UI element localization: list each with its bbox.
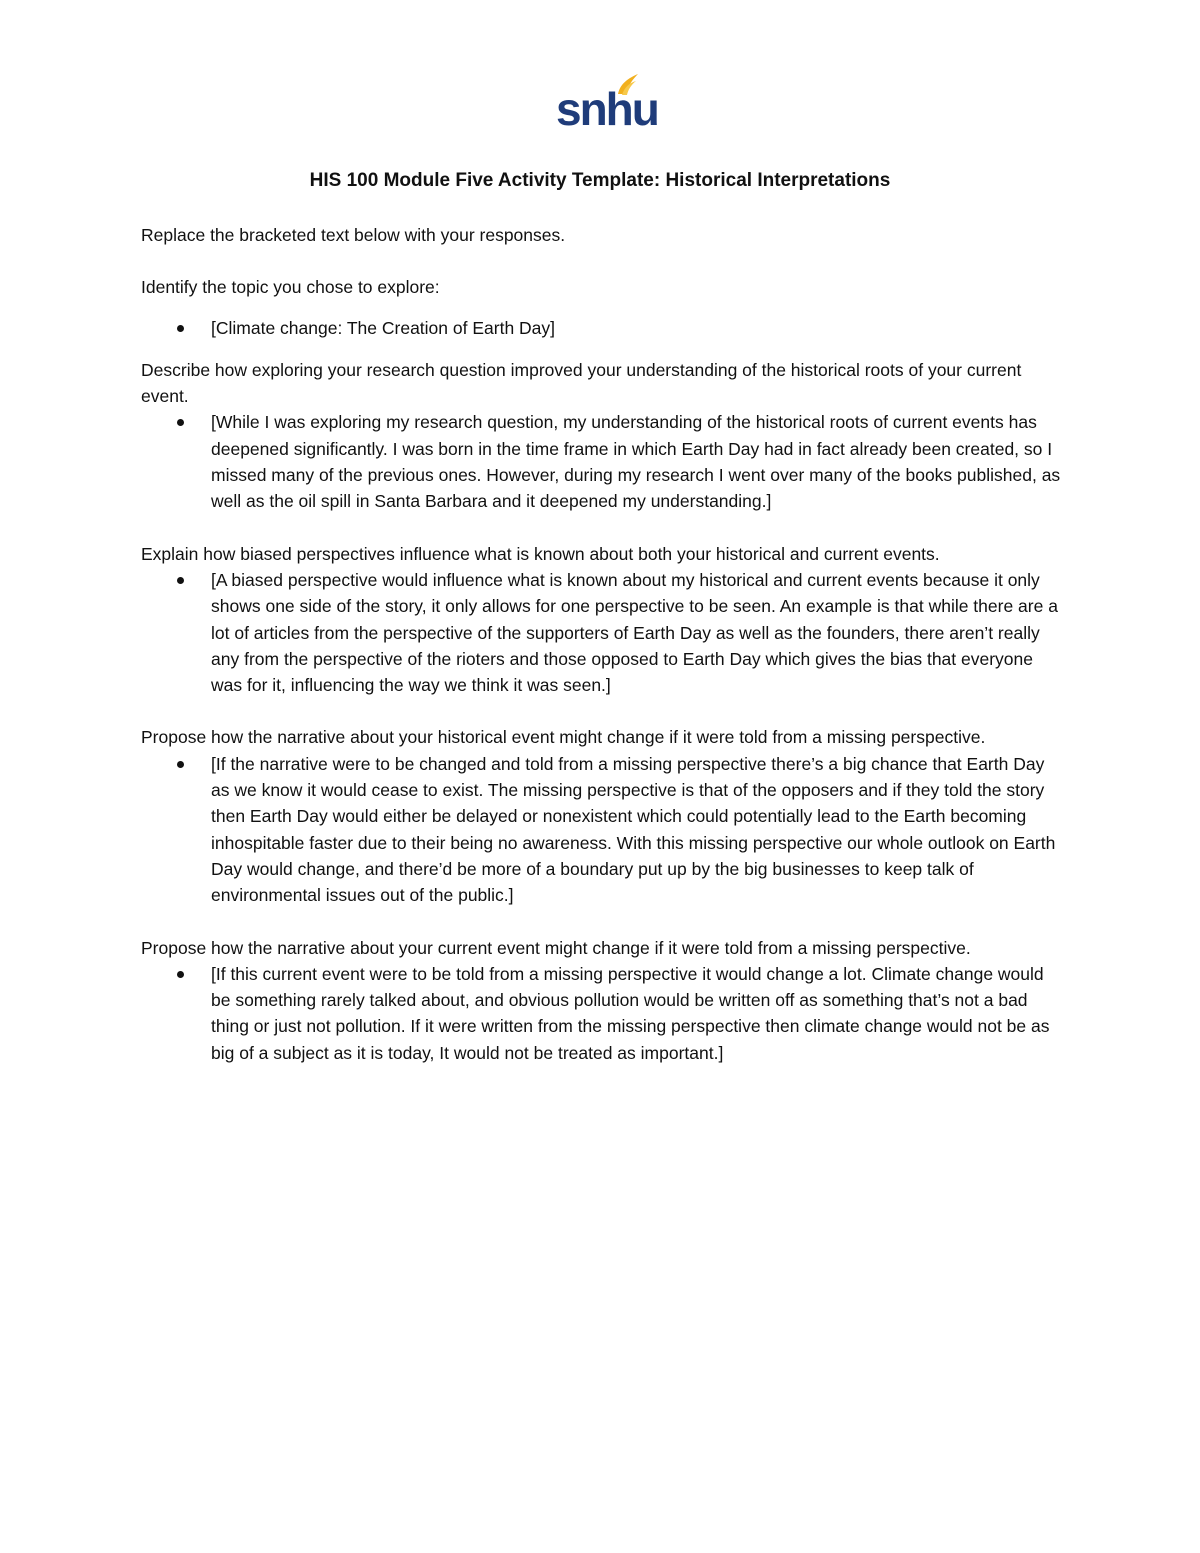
response-text: [While I was exploring my research question, my understanding of the historical roots of current events has deepened significantly. I was born in the time frame in which Earth Day had in fact already been created, so I missed many of the previous ones. However, during my research I went over many of the books published, as well as the oil spill in Santa Barbara and it deepened my understanding.] [211, 412, 1066, 512]
section-prompt: Propose how the narrative about your historical event might change if it were told from a missing perspective. [141, 727, 986, 748]
section-response [141, 567, 1066, 698]
bullet-icon [177, 577, 184, 584]
bullet-icon [177, 419, 184, 426]
bullet-icon [177, 761, 184, 768]
section-response [141, 961, 1066, 1066]
section-prompt: Propose how the narrative about your current event might change if it were told from a missing perspective. [141, 937, 971, 958]
section-prompt: Identify the topic you chose to explore: [141, 277, 440, 298]
document-body [141, 222, 1066, 1066]
snhu-logo [556, 72, 658, 135]
section-prompt: Explain how biased perspectives influence what is known about both your historical and current events. [141, 543, 940, 564]
section-response [141, 409, 1066, 514]
response-text: [A biased perspective would influence what is known about my historical and current events because it only shows one side of the story, it only allows for one perspective to be seen. An example is that while there are a lot of articles from the perspective of the supporters of Earth Day as well as the founders, there aren’t really any from the perspective of the rioters and those opposed to Earth Day which gives the bias that everyone was for it, influencing the way we think it was seen.] [211, 569, 1063, 696]
bullet-icon [177, 325, 184, 332]
section-response [141, 751, 1066, 909]
section-prompt: Describe how exploring your research question improved your understanding of the historical roots of your current event. [141, 359, 1027, 407]
section-response [141, 315, 1066, 341]
response-text: [Climate change: The Creation of Earth Day] [211, 317, 556, 338]
bullet-icon [177, 971, 184, 978]
intro-text: Replace the bracketed text below with your responses. [141, 225, 566, 245]
logo-text: snhu [556, 83, 658, 135]
document-title: HIS 100 Module Five Activity Template: Historical Interpretations [309, 170, 891, 191]
response-text: [If this current event were to be told from a missing perspective it would change a lot. Climate change would be something rarely talked about, and obvious pollution would be written off as something that’s not a bad thing or just not pollution. If it were written from the missing perspective then climate change would not be as big of a subject as it is today, It would not be treated as important.] [211, 963, 1055, 1063]
response-text: [If the narrative were to be changed and told from a missing perspective there’s a big chance that Earth Day as we know it would cease to exist. The missing perspective is that of the opposers and if they told the story then Earth Day would either be delayed or nonexistent which could potentially lead to the Earth becoming inhospitable faster due to their being no awareness. With this missing perspective our whole outlook on Earth Day would change, and there’d be more of a boundary put up by the big businesses to keep talk of environmental issues out of the public.] [211, 753, 1061, 906]
